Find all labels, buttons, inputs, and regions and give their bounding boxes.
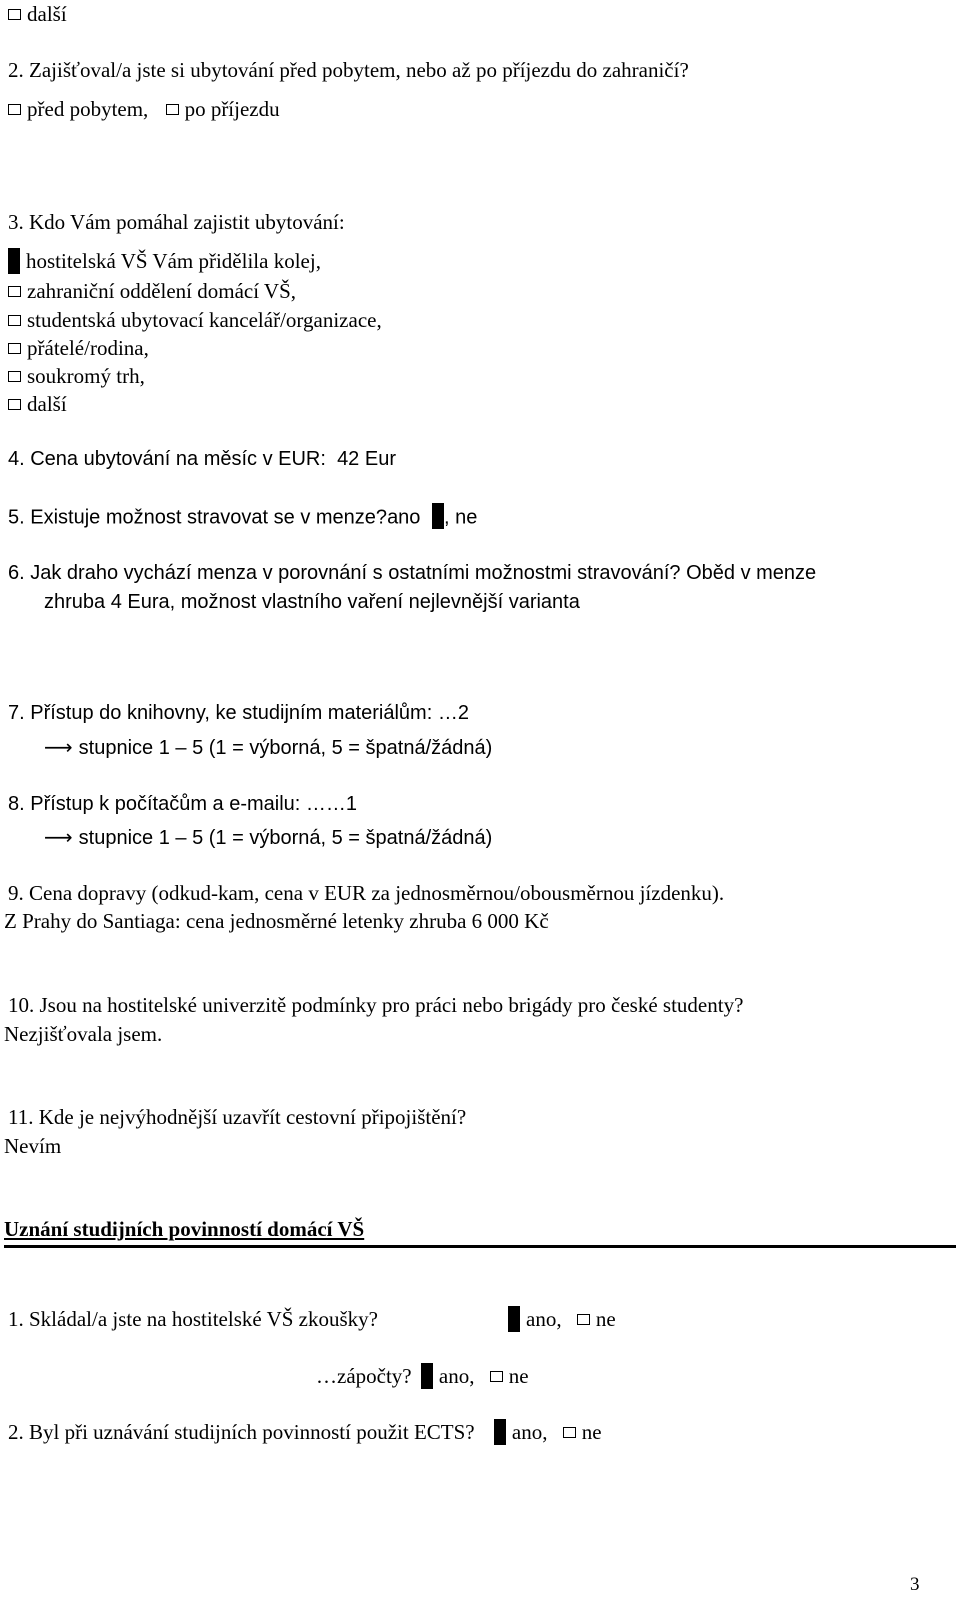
- page-number: 3: [910, 1574, 920, 1595]
- q1-option-other: další: [8, 2, 67, 27]
- q3-option-3: studentská ubytovací kancelář/organizace,: [8, 308, 382, 333]
- q3-option-6: další: [8, 392, 67, 417]
- checkbox-empty[interactable]: [8, 399, 21, 410]
- q3-option-4: přátelé/rodina,: [8, 336, 149, 361]
- q2-options: před pobytem, po příjezdu: [8, 97, 280, 122]
- q6-question: 6. Jak draho vychází menza v porovnání s ostatními možnostmi stravování? Oběd v menze: [8, 562, 817, 584]
- q3-question: 3. Kdo Vám pomáhal zajistit ubytování:: [8, 210, 345, 234]
- checkbox-checked[interactable]: [494, 1419, 506, 1445]
- section-heading: Uznání studijních povinností domácí VŠ: [4, 1217, 365, 1241]
- section-divider: [4, 1245, 956, 1248]
- checkbox-checked[interactable]: [508, 1306, 520, 1332]
- q3-option-1: hostitelská VŠ Vám přidělila kolej,: [8, 249, 321, 276]
- checkbox-empty[interactable]: [563, 1427, 576, 1438]
- q4-line: 4. Cena ubytování na měsíc v EUR: 42 Eur: [8, 448, 396, 470]
- q6-answer: zhruba 4 Eura, možnost vlastního vaření nejlevnější varianta: [44, 591, 580, 613]
- checkbox-empty[interactable]: [8, 371, 21, 382]
- q5-line: 5. Existuje možnost stravovat se v menze?ano , ne: [8, 505, 477, 531]
- checkbox-after-arrival[interactable]: [166, 104, 179, 115]
- q7-question: 7. Přístup do knihovny, ke studijním materiálům: …2: [8, 702, 469, 724]
- q11-answer: Nevím: [4, 1134, 62, 1158]
- checkbox-before-stay[interactable]: [8, 104, 21, 115]
- s2-line: 2. Byl při uznávání studijních povinností použit ECTS? ano, ne: [8, 1420, 602, 1444]
- q8-question: 8. Přístup k počítačům a e-mailu: ……1: [8, 793, 358, 815]
- checkbox-empty[interactable]: [8, 9, 21, 20]
- q8-scale: ⟶ stupnice 1 – 5 (1 = výborná, 5 = špatná/žádná): [44, 827, 493, 849]
- s1-question: 1. Skládal/a jste na hostitelské VŠ zkoušky?: [8, 1307, 378, 1331]
- arrow-right-icon: ⟶: [44, 737, 73, 759]
- checkbox-checked[interactable]: [421, 1363, 433, 1389]
- q9-question: 9. Cena dopravy (odkud-kam, cena v EUR za jednosměrnou/obousměrnou jízdenku).: [8, 881, 725, 905]
- checkbox-empty[interactable]: [8, 315, 21, 326]
- checkbox-empty[interactable]: [8, 343, 21, 354]
- q11-question: 11. Kde je nejvýhodnější uzavřít cestovní připojištění?: [8, 1105, 467, 1129]
- q7-scale: ⟶ stupnice 1 – 5 (1 = výborná, 5 = špatná/žádná): [44, 737, 493, 759]
- checkbox-empty[interactable]: [577, 1314, 590, 1325]
- q9-answer: Z Prahy do Santiaga: cena jednosměrné letenky zhruba 6 000 Kč: [4, 909, 549, 933]
- q10-question: 10. Jsou na hostitelské univerzitě podmínky pro práci nebo brigády pro české studenty?: [8, 993, 744, 1017]
- s1-sub: …zápočty? ano, ne: [316, 1364, 529, 1388]
- checkbox-checked[interactable]: [8, 248, 20, 274]
- q3-option-2: zahraniční oddělení domácí VŠ,: [8, 279, 296, 304]
- checkbox-empty[interactable]: [8, 286, 21, 297]
- checkbox-checked[interactable]: [432, 503, 444, 529]
- q10-answer: Nezjišťovala jsem.: [4, 1022, 163, 1046]
- s1-options: ano, ne: [508, 1307, 616, 1334]
- checkbox-empty[interactable]: [490, 1371, 503, 1382]
- arrow-right-icon: ⟶: [44, 827, 73, 849]
- q4-answer: 42 Eur: [337, 448, 396, 470]
- q3-option-5: soukromý trh,: [8, 364, 145, 389]
- q2-question: 2. Zajišťoval/a jste si ubytování před pobytem, nebo až po příjezdu do zahraničí?: [8, 58, 689, 82]
